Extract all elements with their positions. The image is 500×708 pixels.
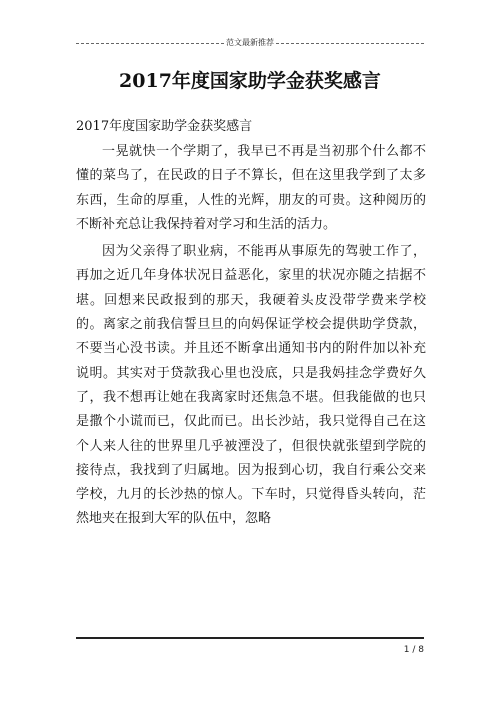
document-title: 2017年度国家助学金获奖感言 <box>119 70 381 92</box>
header-label: 范文最新推荐 <box>226 38 274 47</box>
paragraph: 一晃就快一个学期了，我早已不再是当初那个什么都不懂的菜鸟了，在民政的日子不算长，但在这里我学到了太多东西，生命的厚重，人性的光辉，朋友的可贵。这种阅历的不断补充总让我保持着对学习和生活的活力。 <box>76 144 426 232</box>
page-header <box>76 36 424 50</box>
header-rule-right <box>276 43 424 44</box>
footer-rule <box>76 637 424 639</box>
document-body <box>76 140 426 535</box>
paragraph: 因为父亲得了职业病，不能再从事原先的驾驶工作了，再加之近几年身体状况日益恶化，家里的状况亦随之拮据不堪。回想来民政报到的那天，我硬着头皮没带学费来学校的。离家之前我信誓旦旦的向妈保证学校会提供助学贷款，不要当心没书读。并且还不断拿出通知书内的附件加以补充说明。其实对于贷款我心里也没底，只是我妈挂念学费好久了，我不想再让她在我离家时还焦急不堪。但我能做的也只是撒个小谎而已，仅此而已。出长沙站，我只觉得自己在这个人来人往的世界里几乎被湮没了，但很快就张望到学院的接待点，我找到了归属地。因为报到心切，我自行乘公交来学校，九月的长沙热的惊人。下车时，只觉得昏头转向，茫然地夹在报到大军的队伍中，忽略 <box>76 244 426 527</box>
header-rule-left <box>76 43 224 44</box>
page-number: 1 / 8 <box>403 645 424 655</box>
document-subtitle: 2017年度国家助学金获奖感言 <box>76 119 253 134</box>
